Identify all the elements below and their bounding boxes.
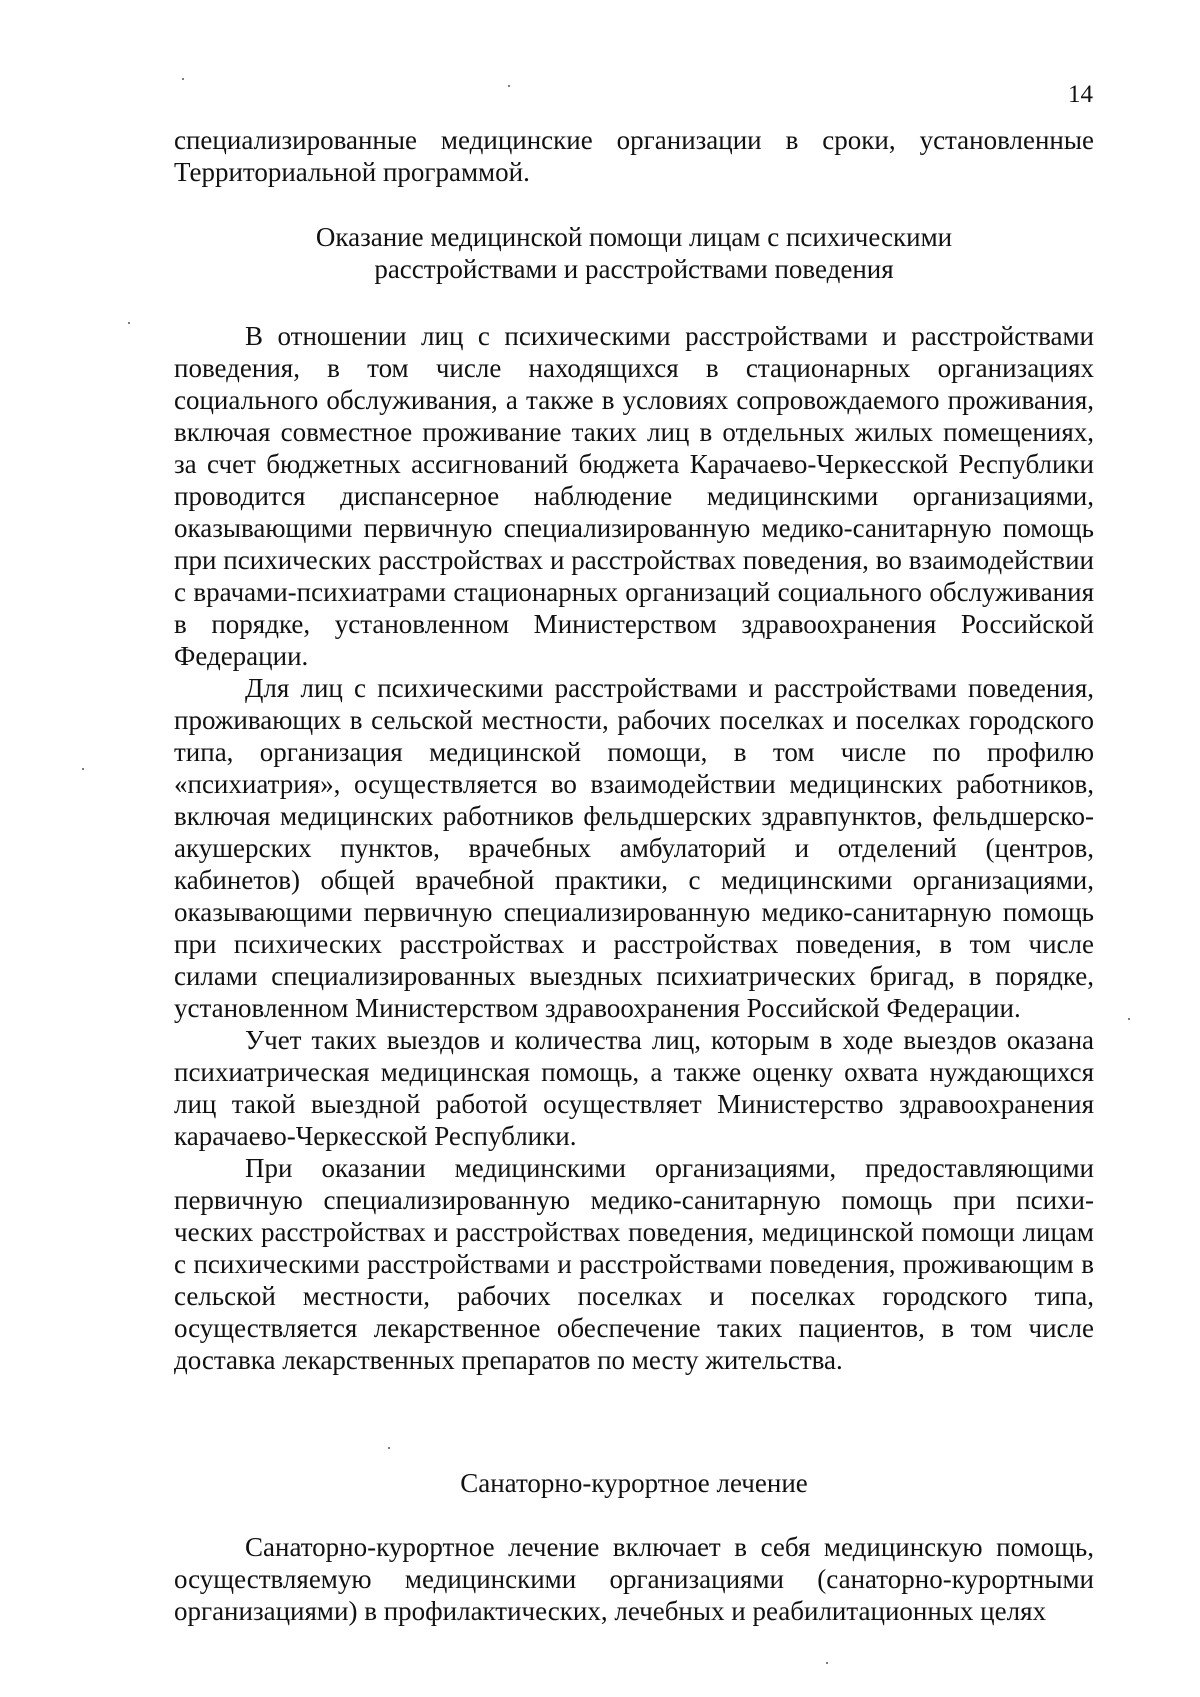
section-body-psych	[174, 320, 1094, 1376]
body-paragraph: В отношении лиц с психическими расстройствами и расстройствами поведения, в том числе находящихся в стационарных организациях социального обслуживания, а также в условиях сопровождаемого проживания, включая совместное проживание таких лиц в отдельных жилых помещениях, за счет бюджетных ассигнований бюджета Карачаево-Черкесской Республики проводится диспансерное наблюдение медицинскими организациями, оказывающими первичную специализированную медико-санитарную помощь при психических расстройствах и расстройствах поведения, во взаимодействии с врачами-психиатрами стационарных организаций социального обслуживания в порядке, установленном Министерством здравоохранения Российской Федерации.	[174, 321, 1094, 671]
scan-speck	[82, 768, 84, 770]
intro-block	[174, 124, 1094, 188]
body-paragraph: При оказании медицинскими организациями, предоставляющими первичную специализированную медико-санитарную помощь при психических расстройствах и расстройствах поведения, медицинской помощи лицам с психическими расстройствами и расстройствами поведения, проживающим в сельской местности, рабочих поселках и поселках городского типа, осуществляется лекарственное обеспечение таких пациентов, в том числе доставка лекарственных препаратов по месту жительства.	[174, 1153, 1094, 1375]
scan-speck	[1128, 1018, 1130, 1020]
body-paragraph: Санаторно-курортное лечение включает в себя медицинскую помощь, осуществляемую медицинскими организациями (санаторно-курортными организациями) в профилактических, лечебных и реабилитационных целях	[174, 1532, 1094, 1626]
scan-speck	[128, 322, 130, 324]
section-heading-sanatorium: Санаторно-курортное лечение	[460, 1468, 808, 1498]
scan-speck	[388, 1447, 390, 1449]
scan-speck	[182, 78, 184, 80]
body-paragraph: Для лиц с психическими расстройствами и расстройствами поведения, проживающих в сельской местности, рабочих поселках и поселках городского типа, организация медицинской помощи, в том числе по профилю «психиатрия», осуществляется во взаимодействии медицинских работников, включая медицинских работников фельдшерских здравпунктов, фельдшерско-акушерских пунктов, врачебных амбулаторий и отделений (центров, кабинетов) общей врачебной практики, с медицинскими организациями, оказывающими первичную специализированную медико-санитарную помощь при психических расстройствах и расстройствах поведения, в том числе силами специализированных выездных психиатрических бригад, в порядке, установленном Министерством здравоохранения Российской Федерации.	[174, 673, 1094, 1023]
page-number: 14	[1068, 81, 1093, 108]
scan-speck	[826, 1662, 828, 1664]
body-paragraph: Учет таких выездов и количества лиц, которым в ходе выездов оказана психиатрическая медицинская помощь, а также оценку охвата нуждающихся лиц такой выездной работой осуществляет Министерство здравоохранения карачаево-Черкесской Республики.	[174, 1025, 1094, 1151]
scan-speck	[508, 85, 510, 87]
section-body-sanatorium	[174, 1531, 1094, 1627]
intro-paragraph: специализированные медицинские организации в сроки, установленные Территориальной программой.	[174, 125, 1094, 187]
section-heading-psych: Оказание медицинской помощи лицам с психическими расстройствами и расстройствами поведения	[315, 222, 953, 284]
